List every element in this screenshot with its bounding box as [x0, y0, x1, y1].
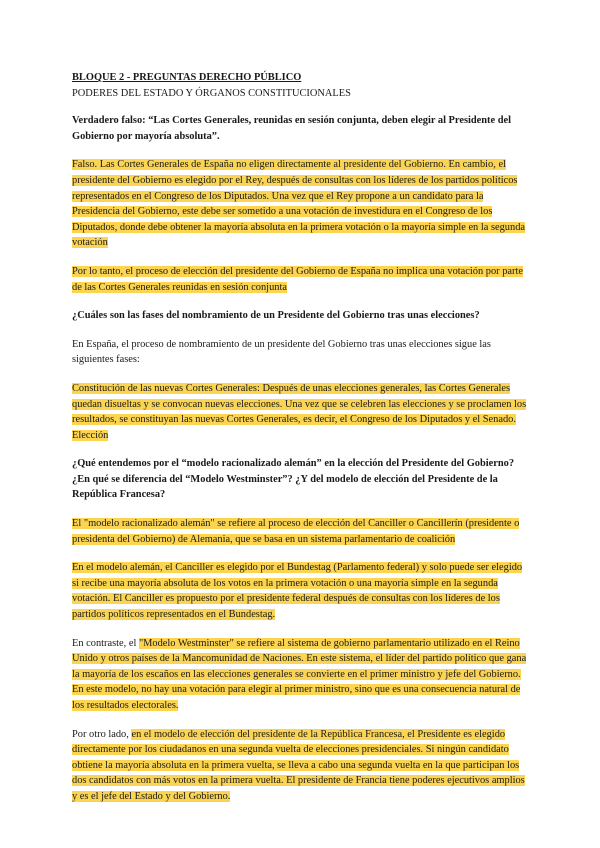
document-subtitle: PODERES DEL ESTADO Y ÓRGANOS CONSTITUCIONALES: [72, 87, 351, 99]
answer-1-paragraph-2: [72, 264, 530, 295]
question-1: Verdadero falso: “Las Cortes Generales, reunidas en sesión conjunta, deben elegir al Presidente del Gobierno por mayoría absoluta”.: [72, 115, 511, 142]
document-title: BLOQUE 2 - PREGUNTAS DERECHO PÚBLICO: [72, 72, 302, 83]
plain-text: Por otro lado,: [72, 728, 132, 740]
highlighted-text: En el modelo alemán, el Canciller es elegido por el Bundestag (Parlamento federal) y solo puede ser elegido si recibe una mayoría absoluta de los votos en la primera votación o una mayoría simple en la segunda votación. El Canciller es propuesto por el presidente federal después de consultas con los líderes de los partidos políticos representados en el Bundestag.: [72, 562, 523, 621]
answer-2-intro: En España, el proceso de nombramiento de un presidente del Gobierno tras unas elecciones sigue las siguientes fases:: [72, 338, 491, 366]
answer-3-paragraph-1: [72, 516, 530, 547]
highlighted-text: Falso. Las Cortes Generales de España no eligen directamente al presidente del Gobierno. En cambio, el presidente del Gobierno es elegido por el Rey, después de consultas con los líderes de los partidos políticos representados en el Congreso de los Diputados. Una vez que el Rey propone a un candidato para la Presidencia del Gobierno, este debe ser sometido a una votación de investidura en el Congreso de los Diputados, donde debe obtener la mayoría absoluta en la primera votación o la mayoría simple en la segunda votación: [72, 159, 525, 249]
highlighted-text: "Modelo Westminster" se refiere al sistema de gobierno parlamentario utilizado en el Reino Unido y otros países de la Mancomunidad de Naciones. En este sistema, el líder del partido político que gana la mayoría de los escaños en las elecciones generales se convierte en el primer ministro y jefe del Gobierno. En este modelo, no hay una votación para elegir al primer ministro, sino que es una consecuencia natural de los resultados electorales.: [72, 637, 527, 711]
answer-1-paragraph-1: [72, 157, 530, 251]
question-2: ¿Cuáles son las fases del nombramiento de un Presidente del Gobierno tras unas elecciones?: [72, 310, 480, 322]
answer-2-paragraph-1: [72, 381, 530, 443]
highlighted-text: en el modelo de elección del presidente de la República Francesa, el Presidente es elegido directamente por los ciudadanos en una segunda vuelta de elecciones presidenciales. Si ningún candidato obtiene la mayoría absoluta en la primera vuelta, se lleva a cabo una segunda vuelta en la que participan los dos candidatos con más votos en la primera vuelta. El presidente de Francia tiene poderes ejecutivos amplios y es el jefe del Estado y del Gobierno.: [72, 728, 525, 802]
answer-3-paragraph-2: [72, 560, 530, 622]
document-page: [72, 70, 530, 818]
answer-3-paragraph-3: [72, 636, 530, 714]
question-3: ¿Qué entendemos por el “modelo racionalizado alemán” en la elección del Presidente del Gobierno? ¿En qué se diferencia del “Modelo Westminster”? ¿Y del modelo de elección del Presidente de la República Francesa?: [72, 458, 515, 501]
plain-text: En contraste, el: [72, 637, 139, 649]
highlighted-text: El "modelo racionalizado alemán" se refiere al proceso de elección del Canciller o Cancillerín (presidente o presidenta del Gobierno) de Alemania, que se basa en un sistema parlamentario de coalición: [72, 518, 520, 545]
highlighted-text: Por lo tanto, el proceso de elección del presidente del Gobierno de España no implica una votación por parte de las Cortes Generales reunidas en sesión conjunta: [72, 265, 523, 293]
highlighted-text: Constitución de las nuevas Cortes Generales: Después de unas elecciones generales, las Cortes Generales quedan disueltas y se convocan nuevas elecciones. Una vez que se celebren las elecciones y se proclamen los resultados, se constituyan las nuevas Cortes Generales, es decir, el Congreso de los Diputados y el Senado. Elección: [72, 382, 527, 441]
answer-3-paragraph-4: [72, 727, 530, 805]
